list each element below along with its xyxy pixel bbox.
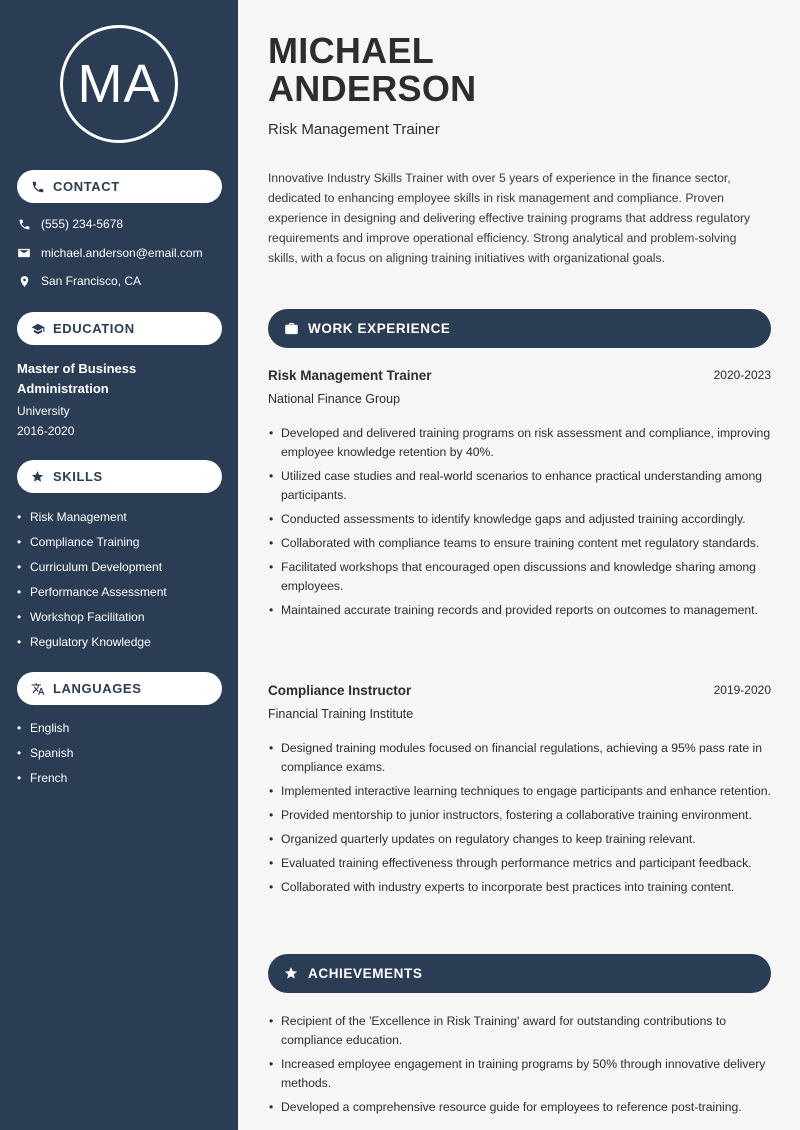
language-label: Spanish [30, 746, 74, 760]
sidebar [0, 0, 238, 1130]
list-item: • Recipient of the 'Excellence in Risk Training' award for outstanding contributions to compliance education. [268, 1012, 773, 1050]
education-school: University [17, 404, 70, 418]
monogram-avatar [60, 25, 178, 143]
list-item [17, 610, 167, 635]
list-item [17, 510, 167, 535]
contact-location: San Francisco, CA [41, 274, 142, 288]
star-icon [31, 470, 45, 484]
list-item [17, 771, 73, 796]
education-heading [17, 312, 222, 345]
job-dates: 2019-2020 [713, 683, 771, 697]
list-item [17, 585, 167, 610]
achievements-heading-label: ACHIEVEMENTS [308, 966, 423, 981]
list-item: • Organized quarterly updates on regulatory changes to keep training relevant. [268, 830, 773, 849]
contact-heading [17, 170, 222, 203]
list-item: • Developed and delivered training programs on risk assessment and compliance, improving employee knowledge retention by 40%. [268, 424, 773, 462]
contact-phone: (555) 234-5678 [41, 217, 124, 231]
list-item [17, 746, 73, 771]
skill-label: Workshop Facilitation [30, 610, 145, 624]
job-title: Compliance Instructor [268, 683, 412, 698]
languages-heading-label: LANGUAGES [53, 681, 142, 696]
skill-label: Risk Management [30, 510, 127, 524]
name-line-2: ANDERSON [268, 68, 477, 109]
job-title: Risk Management Trainer [268, 368, 432, 383]
briefcase-icon [284, 321, 299, 336]
contact-location-row [17, 274, 141, 288]
skill-label: Performance Assessment [30, 585, 167, 599]
education-heading-label: EDUCATION [53, 321, 135, 336]
contact-heading-label: CONTACT [53, 179, 120, 194]
list-item: • Collaborated with industry experts to incorporate best practices into training content. [268, 878, 773, 897]
map-pin-icon [17, 274, 31, 288]
phone-icon [31, 180, 45, 194]
envelope-icon [17, 246, 31, 260]
work-experience-heading-label: WORK EXPERIENCE [308, 321, 451, 336]
languages-list [17, 721, 73, 796]
translate-icon [31, 682, 45, 696]
skills-heading [17, 460, 222, 493]
language-label: English [30, 721, 70, 735]
list-item: • Conducted assessments to identify knowledge gaps and adjusted training accordingly. [268, 510, 773, 529]
list-item [17, 535, 167, 560]
languages-heading [17, 672, 222, 705]
list-item: • Increased employee engagement in training programs by 50% through innovative delivery methods. [268, 1055, 773, 1093]
list-item: • Facilitated workshops that encouraged open discussions and knowledge sharing among employees. [268, 558, 773, 596]
job-company: National Finance Group [268, 392, 401, 406]
skill-label: Compliance Training [30, 535, 140, 549]
job-bullets [268, 739, 773, 902]
list-item: • Collaborated with compliance teams to ensure training content met regulatory standards. [268, 534, 773, 553]
candidate-role: Risk Management Trainer [268, 121, 440, 138]
work-experience-heading [268, 309, 771, 348]
list-item: • Developed a comprehensive resource guide for employees to reference post-training. [268, 1098, 773, 1117]
candidate-name [268, 32, 476, 108]
list-item: • Evaluated training effectiveness through performance metrics and participant feedback. [268, 854, 773, 873]
education-years: 2016-2020 [17, 424, 75, 438]
job-dates: 2020-2023 [713, 368, 771, 382]
list-item: • Designed training modules focused on financial regulations, achieving a 95% pass rate in compliance exams. [268, 739, 773, 777]
list-item: • Implemented interactive learning techniques to engage participants and enhance retention. [268, 782, 773, 801]
star-icon [284, 966, 299, 981]
achievements-heading [268, 954, 771, 993]
contact-email-row [17, 246, 203, 260]
list-item: • Maintained accurate training records and provided reports on outcomes to management. [268, 601, 773, 620]
job-bullets [268, 424, 773, 625]
list-item: • Utilized case studies and real-world scenarios to enhance practical understanding among participants. [268, 467, 773, 505]
list-item [17, 721, 73, 746]
job-company: Financial Training Institute [268, 707, 414, 721]
graduation-cap-icon [31, 322, 45, 336]
language-label: French [30, 771, 68, 785]
monogram-initials: MA [77, 54, 161, 114]
skills-heading-label: SKILLS [53, 469, 103, 484]
name-line-1: MICHAEL [268, 30, 435, 71]
profile-summary: Innovative Industry Skills Trainer with over 5 years of experience in the finance sector, dedicated to enhancing employee skills in risk management and compliance. Proven experience in designing and delivering effective training programs that address regulatory requirements and improve operational efficiency. Strong analytical and problem-solving skills, with a focus on aligning training initiatives with organizational goals. [268, 171, 751, 265]
skill-label: Regulatory Knowledge [30, 635, 151, 649]
list-item [17, 635, 167, 660]
list-item: • Provided mentorship to junior instructors, fostering a collaborative training environment. [268, 806, 773, 825]
contact-phone-row [17, 217, 123, 231]
list-item [17, 560, 167, 585]
achievements-list [268, 1012, 773, 1122]
phone-icon [17, 217, 31, 231]
education-degree: Master of Business Administration [17, 361, 137, 396]
skills-list [17, 510, 167, 660]
skill-label: Curriculum Development [30, 560, 163, 574]
contact-email[interactable]: michael.anderson@email.com [41, 246, 203, 260]
